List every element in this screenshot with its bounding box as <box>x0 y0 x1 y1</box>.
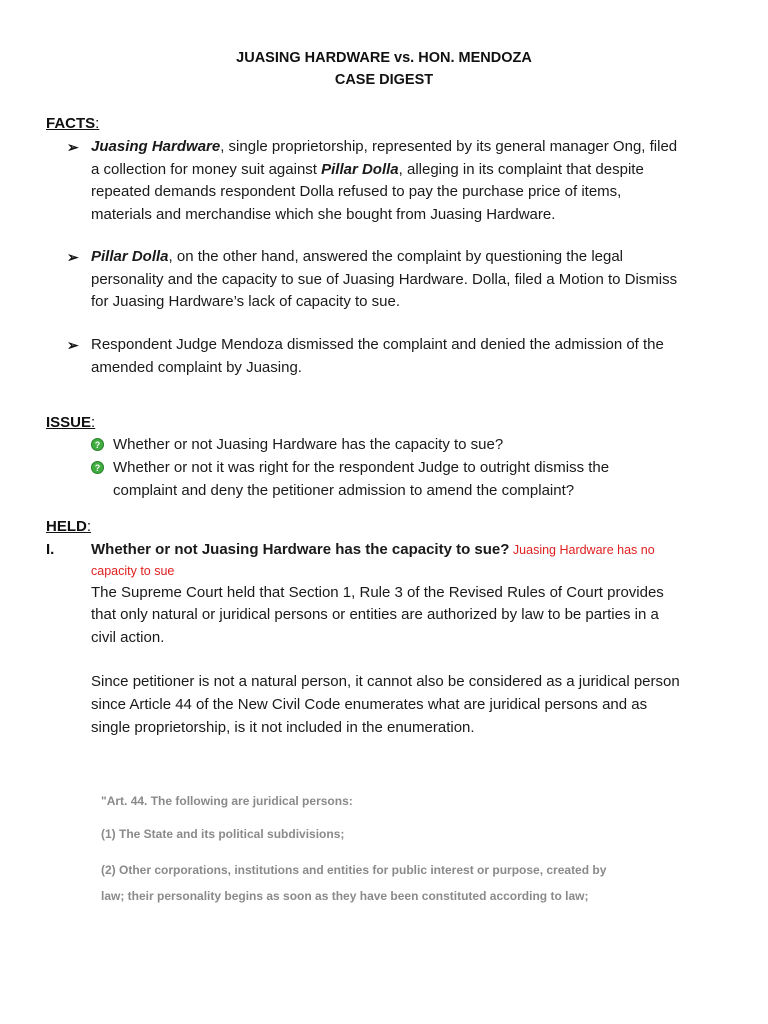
facts-heading <box>46 113 99 135</box>
facts-item-3 <box>91 334 664 379</box>
held-paragraph-2-line2: since Article 44 of the New Civil Code enumerates what are juridical persons and as <box>91 695 648 713</box>
party-name-dolla: Pillar Dolla <box>321 160 399 178</box>
held-heading-colon: : <box>86 518 92 535</box>
question-mark-icon: ? <box>91 461 104 474</box>
facts-item-3-line1: Respondent Judge Mendoza dismissed the complaint and denied the admission of the <box>91 336 664 353</box>
facts-item-1-text: , single proprietorship, represented by its general manager Ong, filed <box>220 138 678 155</box>
arrow-bullet-icon: ➢ <box>67 337 79 353</box>
facts-heading-label: FACTS <box>46 115 96 132</box>
issue-heading-label: ISSUE <box>46 414 92 431</box>
held-paragraph-1-line1: The Supreme Court held that Section 1, Rule 3 of the Revised Rules of Court provides <box>91 583 664 601</box>
facts-heading-colon: : <box>95 115 100 132</box>
arrow-bullet-icon: ➢ <box>67 249 79 265</box>
quote-line-3: (2) Other corporations, institutions and entities for public interest or purpose, created by <box>101 863 607 877</box>
issue-question-2-line1: Whether or not it was right for the respondent Judge to outright dismiss the <box>113 459 610 476</box>
held-answer: Juasing Hardware has no <box>509 543 655 557</box>
facts-item-3-line2: amended complaint by Juasing. <box>91 358 302 376</box>
facts-item-2-line3: for Juasing Hardware’s lack of capacity to sue. <box>91 293 401 311</box>
facts-item-1-line4: materials and merchandise which she bought from Juasing Hardware. <box>91 205 556 223</box>
held-question: Whether or not Juasing Hardware has the capacity to sue? <box>91 541 510 558</box>
held-numeral: I. <box>46 541 55 558</box>
arrow-bullet-icon: ➢ <box>67 139 79 155</box>
issue-heading-colon: : <box>91 414 96 431</box>
issue-question-1: Whether or not Juasing Hardware has the capacity to sue? <box>113 436 504 453</box>
party-name-dolla: Pillar Dolla <box>91 248 169 265</box>
held-paragraph-1-line3: civil action. <box>91 628 165 646</box>
issue-question-2-line2: complaint and deny the petitioner admission to amend the complaint? <box>113 481 575 499</box>
facts-item-1-text2: a collection for money suit against <box>91 160 322 178</box>
question-mark-icon: ? <box>91 438 104 451</box>
held-paragraph-2-line3: single proprietorship, is it not included in the enumeration. <box>91 718 475 736</box>
held-section-1 <box>91 539 680 739</box>
held-heading <box>46 516 91 538</box>
facts-item-2 <box>91 246 677 314</box>
quote-line-1: "Art. 44. The following are juridical persons: <box>101 794 353 808</box>
issue-heading <box>46 412 95 434</box>
document-title: JUASING HARDWARE vs. HON. MENDOZA <box>236 50 532 66</box>
quote-line-4: law; their personality begins as soon as they have been constituted according to law; <box>101 889 589 903</box>
held-heading-label: HELD <box>46 518 87 535</box>
held-answer-line2: capacity to sue <box>91 563 175 578</box>
quote-line-2: (1) The State and its political subdivisions; <box>101 827 345 841</box>
facts-item-1-line3: repeated demands respondent Dolla refused to pay the purchase price of items, <box>91 183 622 201</box>
held-paragraph-2-line1: Since petitioner is not a natural person, it cannot also be considered as a juridical person <box>91 673 680 691</box>
document-subtitle: CASE DIGEST <box>334 72 434 88</box>
held-paragraph-1-line2: that only natural or juridical persons or entities are authorized by law to be parties in a <box>91 606 659 624</box>
facts-item-2-text: , on the other hand, answered the complaint by questioning the legal <box>168 248 624 265</box>
issue-question-2 <box>113 457 609 502</box>
facts-item-2-line2: personality and the capacity to sue of Juasing Hardware. Dolla, filed a Motion to Dismiss <box>91 270 678 288</box>
facts-item-1 <box>91 136 677 226</box>
facts-item-1-text3: , alleging in its complaint that despite <box>398 160 644 178</box>
party-name-juasing: Juasing Hardware <box>91 138 221 155</box>
